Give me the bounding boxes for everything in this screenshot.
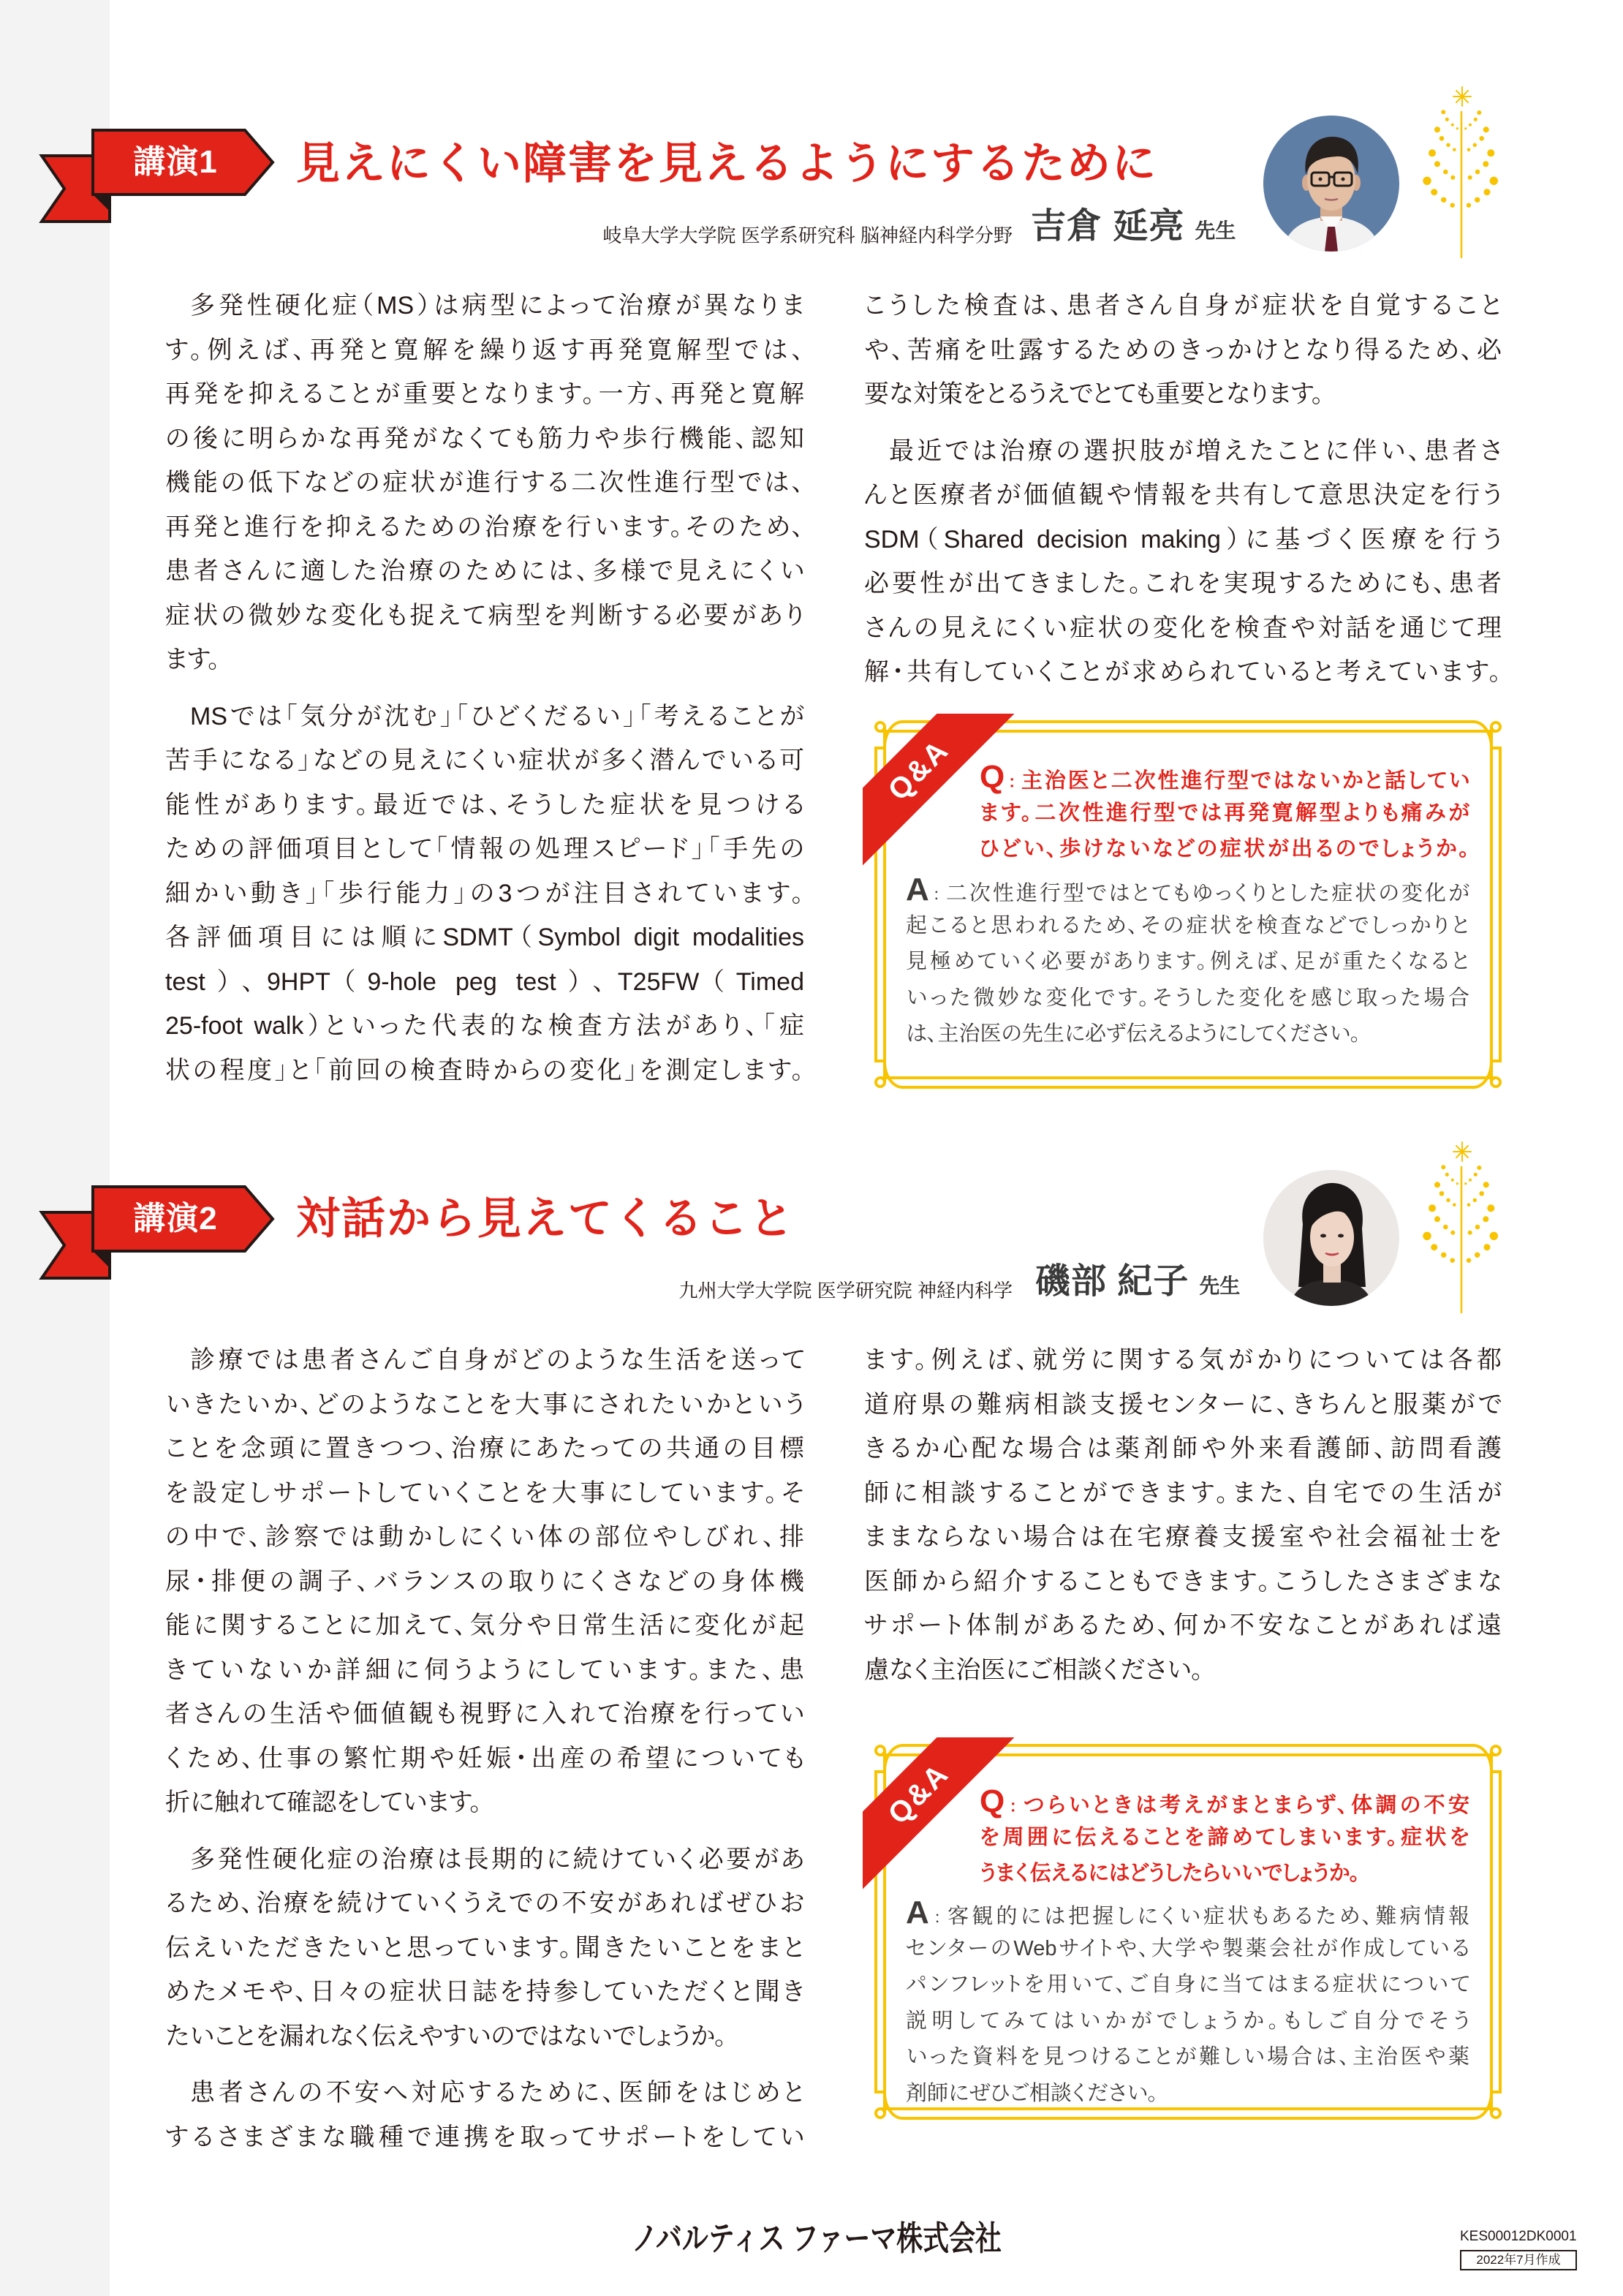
a-mark: A xyxy=(906,872,929,907)
text-line: 各評価項目には順にSDMT（Symbol digit modalities xyxy=(165,924,804,951)
text-line: 再発と進行を抑えるための治療を行います。そのため、 xyxy=(165,513,804,541)
question-line: を周囲に伝えることを諦めてしまいます。症状を xyxy=(980,1825,1469,1849)
text-line: 症状の微妙な変化も捉えて病型を判断する必要があり xyxy=(165,601,804,630)
text-line: るため、治療を続けていくうえでの不安があればぜひお xyxy=(165,1889,804,1917)
speaker-honorific: 先生 xyxy=(1195,219,1236,242)
paragraph xyxy=(864,1338,1502,1692)
answer-line: パンフレットを用いて、ご自身に当てはまる症状について xyxy=(906,1973,1469,1996)
text-line: 能に関することに加えて、気分や日常生活に変化が起 xyxy=(165,1612,804,1639)
text-line: MSでは「気分が沈む」「ひどくだるい」「考えることが xyxy=(190,702,804,730)
question-line xyxy=(980,759,1469,796)
paragraph xyxy=(165,1338,804,1825)
text-line: 慮なく主治医にご相談ください。 xyxy=(864,1655,1204,1684)
answer-line: 起こると思われるため、その症状を検査などでしっかりと xyxy=(906,913,1469,937)
qa-label: Q&A xyxy=(863,1737,1020,1895)
text-line: こうした検査は、患者さん自身が症状を自覚すること xyxy=(864,292,1502,320)
question-line xyxy=(980,1783,1469,1820)
answer-line xyxy=(906,1895,1469,1931)
qa-box xyxy=(870,1740,1506,2123)
speaker-name: 磯部 紀子 xyxy=(1035,1262,1189,1301)
separator: ： xyxy=(1006,1797,1021,1816)
text-line: 能性があります。最近では、そうした症状を見つける xyxy=(165,790,804,819)
lecture-title: 見えにくい障害を見えるようにするために xyxy=(296,139,1157,188)
text-line: 25-foot walk）といった代表的な検査方法があり、「症 xyxy=(165,1012,804,1040)
speaker-name-row xyxy=(1035,1261,1240,1302)
text-line: や、苦痛を吐露するためのきっかけとなり得るため、必 xyxy=(864,336,1502,364)
text-line: 多発性硬化症の治療は長期的に続けていく必要があ xyxy=(190,1845,804,1873)
company-logo-text: ノバルティス ファーマ株式会社 xyxy=(632,2219,1002,2257)
document-code: KES00012DK0001 xyxy=(1460,2229,1577,2244)
text-line: んと医療者が価値観や情報を共有して意思決定を行う xyxy=(864,481,1502,509)
text-line: サポート体制があるため、何か不安なことがあれば遠 xyxy=(864,1612,1502,1639)
male-doctor-portrait-icon xyxy=(1263,116,1399,252)
text-line: 細かい動き」「歩行能力」の3つが注目されています。 xyxy=(165,879,804,907)
text-line: くため、仕事の繁忙期や妊娠・出産の希望についても xyxy=(165,1744,804,1772)
creation-date-badge: 2022年7月作成 xyxy=(1460,2250,1577,2270)
text-line: 機能の低下などの症状が進行する二次性進行型では、 xyxy=(165,469,804,496)
lecture-title: 対話から見えてくること xyxy=(296,1194,795,1243)
answer-text: 二次性進行型ではとてもゆっくりとした症状の変化が xyxy=(945,882,1469,905)
text-line: さんの見えにくい症状の変化を検査や対話を通じて理 xyxy=(864,613,1502,642)
answer-line: いった資料を見つけることが難しい場合は、主治医や薬 xyxy=(906,2045,1469,2069)
lecture-1-left-column xyxy=(165,284,804,1092)
qa-box xyxy=(870,717,1506,1092)
q-mark: Q xyxy=(980,1783,1005,1819)
lecture-badge: 講演2 xyxy=(133,1201,218,1236)
answer-line: センターのWebサイトや、大学や製薬会社が作成している xyxy=(906,1936,1469,1960)
speaker-name: 吉倉 延亮 xyxy=(1031,207,1185,246)
christmas-tree-decoration-icon xyxy=(1411,73,1506,263)
text-line: ます。 xyxy=(165,646,221,673)
speaker-affiliation: 九州大学大学院 医学研究院 神経内科学 xyxy=(678,1280,1013,1302)
text-line: test）、9HPT（9-hole peg test）、T25FW（Timed xyxy=(165,967,804,996)
separator: ： xyxy=(930,1908,945,1927)
text-line: 患者さんに適した治療のためには、多様で見えにくい xyxy=(165,557,804,585)
text-line: 診療では患者さんご自身がどのような生活を送って xyxy=(190,1346,804,1374)
paragraph xyxy=(165,1838,804,2059)
text-line: 再発を抑えることが重要となります。一方、再発と寛解 xyxy=(165,380,804,408)
question-line: うまく伝えるにはどうしたらいいでしょうか。 xyxy=(980,1862,1361,1885)
text-line: 尿・排便の調子、バランスの取りにくさなどの身体機 xyxy=(165,1567,804,1596)
speaker-honorific: 先生 xyxy=(1199,1274,1241,1297)
paragraph xyxy=(165,284,804,682)
text-line: SDM（Shared decision making）に基づく医療を行う xyxy=(864,525,1502,554)
question xyxy=(980,759,1469,868)
text-line: 道府県の難病相談支援センターに、きちんと服薬がで xyxy=(864,1390,1502,1419)
christmas-tree-decoration-icon xyxy=(1411,1128,1506,1318)
lecture-2-right-column xyxy=(864,1338,1502,1692)
text-line: す。例えば、再発と寛解を繰り返す再発寛解型では、 xyxy=(165,336,804,364)
q-mark: Q xyxy=(980,759,1005,795)
question-text: つらいときは考えがまとまらず、体調の不安 xyxy=(1023,1794,1469,1817)
answer-line: いった微妙な変化です。そうした変化を感じ取った場合 xyxy=(906,986,1469,1010)
speaker-photo-avatar xyxy=(1263,116,1399,252)
answer-line: は、主治医の先生に必ず伝えるようにしてください。 xyxy=(906,1022,1361,1046)
text-line: きていないか詳細に伺うようにしています。また、患 xyxy=(165,1655,804,1684)
lecture-1-right-column xyxy=(864,284,1502,695)
text-line: の後に明らかな再発がなくても筋力や歩行機能、認知 xyxy=(165,424,804,453)
speaker-affiliation: 岐阜大学大学院 医学系研究科 脳神経内科学分野 xyxy=(602,224,1013,246)
text-line: 要な対策をとるうえでとても重要となります。 xyxy=(864,380,1325,408)
answer-line: 説明してみてはいかがでしょうか。もしご自分でそう xyxy=(906,2009,1469,2033)
text-line: 医師から紹介することもできます。こうしたさまざまな xyxy=(864,1567,1502,1596)
text-line: ための評価項目として「情報の処理スピード」「手先の xyxy=(165,835,804,863)
text-line: いきたいか、どのようなことを大事にされたいかという xyxy=(165,1390,804,1419)
text-line: 者さんの生活や価値観も視野に入れて治療を行ってい xyxy=(165,1700,804,1728)
text-line: きるか心配な場合は薬剤師や外来看護師、訪問看護 xyxy=(864,1435,1502,1462)
speaker-name-row xyxy=(1031,206,1236,247)
text-line: を設定しサポートしていくことを大事にしています。そ xyxy=(165,1479,804,1507)
text-line: 最近では治療の選択肢が増えたことに伴い、患者さ xyxy=(889,437,1502,465)
separator: ： xyxy=(930,885,943,904)
text-line: 苦手になる」などの見えにくい症状が多く潜んでいる可 xyxy=(165,747,804,774)
question xyxy=(980,1783,1469,1892)
text-line: するさまざまな職種で連携を取ってサポートをしてい xyxy=(165,2123,804,2151)
text-line: 必要性が出てきました。これを実現するためにも、患者 xyxy=(864,570,1502,597)
left-margin-strip xyxy=(0,0,110,2296)
question-text: 主治医と二次性進行型ではないかと話してい xyxy=(1021,769,1469,793)
text-line: ことを念頭に置きつつ、治療にあたっての共通の目標 xyxy=(165,1435,804,1462)
speaker-photo-avatar xyxy=(1263,1170,1399,1306)
answer-line: 剤師にぜひご相談ください。 xyxy=(906,2081,1159,2105)
lecture-2-left-column xyxy=(165,1338,804,2159)
text-line: たいことを漏れなく伝えやすいのではないでしょうか。 xyxy=(165,2022,727,2050)
separator: ： xyxy=(1006,773,1018,791)
paragraph xyxy=(165,695,804,1093)
text-line: 折に触れて確認をしています。 xyxy=(165,1789,483,1816)
female-doctor-portrait-icon xyxy=(1263,1170,1399,1306)
a-mark: A xyxy=(906,1895,929,1930)
lecture-badge: 講演1 xyxy=(133,144,218,180)
text-line: 多発性硬化症（MS）は病型によって治療が異なりま xyxy=(190,292,804,320)
text-line: 解・共有していくことが求められていると考えています。 xyxy=(864,658,1502,686)
answer xyxy=(906,872,1469,1053)
text-line: 師に相談することができます。また、自宅での生活が xyxy=(864,1479,1502,1507)
paragraph xyxy=(165,2071,804,2159)
paragraph xyxy=(864,284,1502,417)
text-line: めたメモや、日々の症状日誌を持参していただくと聞き xyxy=(165,1978,804,2006)
answer-text: 客観的には把握しにくい症状もあるため、難病情報 xyxy=(947,1905,1469,1928)
qa-label: Q&A xyxy=(863,714,1020,871)
text-line: ままならない場合は在宅療養支援室や社会福祉士を xyxy=(864,1523,1502,1551)
text-line: 状の程度」と「前回の検査時からの変化」を測定します。 xyxy=(165,1056,804,1084)
answer xyxy=(906,1895,1469,2112)
text-line: 患者さんの不安へ対応するために、医師をはじめと xyxy=(190,2079,804,2107)
question-line: ます。二次性進行型では再発寛解型よりも痛みが xyxy=(980,801,1469,825)
answer-line: 見極めていく必要があります。例えば、足が重たくなると xyxy=(906,950,1469,973)
text-line: の中で、診察では動かしにくい体の部位やしびれ、排 xyxy=(165,1523,804,1551)
text-line: 伝えいただきたいと思っています。聞きたいことをまと xyxy=(165,1933,804,1962)
text-line: ます。例えば、就労に関する気がかりについては各都 xyxy=(864,1346,1502,1374)
paragraph xyxy=(864,429,1502,695)
answer-line xyxy=(906,872,1469,908)
question-line: ひどい、歩けないなどの症状が出るのでしょうか。 xyxy=(980,837,1469,861)
